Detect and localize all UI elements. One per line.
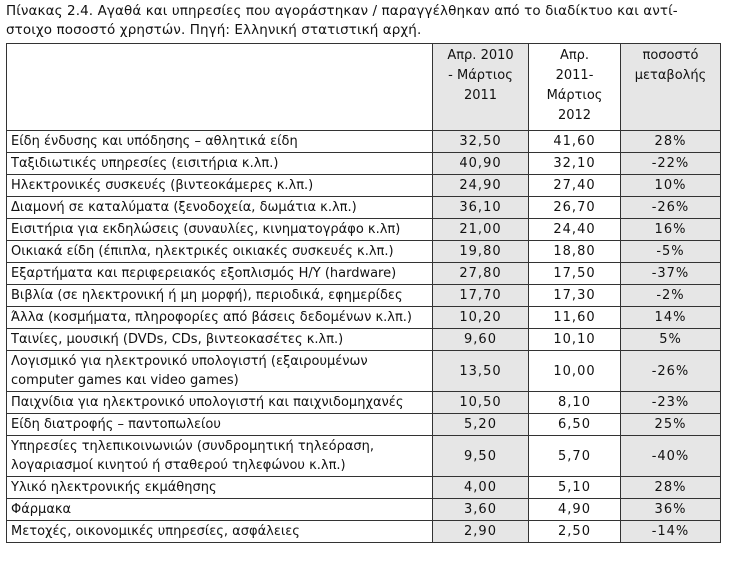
row-label: Φάρμακα (7, 499, 433, 521)
table-row (7, 153, 721, 175)
row-value-2011-2012: 8,10 (529, 392, 621, 414)
header-period-2011-2012 (529, 44, 621, 131)
table-row (7, 263, 721, 285)
row-value-2011-2012: 17,50 (529, 263, 621, 285)
table-row (7, 175, 721, 197)
row-value-2010-2011: 5,20 (433, 414, 529, 436)
table-row (7, 436, 721, 477)
row-label: Διαμονή σε καταλύματα (ξενοδοχεία, δωμάτια κ.λπ.) (7, 197, 433, 219)
table-row (7, 477, 721, 499)
row-value-2011-2012: 5,10 (529, 477, 621, 499)
table-header-row (7, 44, 721, 131)
header-period1-line2: - Μάρτιος (448, 68, 513, 83)
row-change-percent: -14% (621, 521, 721, 543)
row-label: Υπηρεσίες τηλεπικοινωνιών (συνδρομητική τηλεόραση, λογαριασμοί κινητού ή σταθερού τηλεφώνου κ.λπ.) (7, 436, 433, 477)
row-value-2010-2011: 36,10 (433, 197, 529, 219)
row-label: Οικιακά είδη (έπιπλα, ηλεκτρικές οικιακές συσκευές κ.λπ.) (7, 241, 433, 263)
row-label: Ταξιδιωτικές υπηρεσίες (εισιτήρια κ.λπ.) (7, 153, 433, 175)
header-change-line1: ποσοστό (642, 48, 699, 63)
row-label: Παιχνίδια για ηλεκτρονικό υπολογιστή και παιχνιδομηχανές (7, 392, 433, 414)
header-period2-line4: 2012 (557, 108, 592, 123)
table-body (7, 131, 721, 543)
row-change-percent: 10% (621, 175, 721, 197)
row-value-2010-2011: 9,60 (433, 329, 529, 351)
row-value-2010-2011: 17,70 (433, 285, 529, 307)
table-row (7, 392, 721, 414)
row-change-percent: 36% (621, 499, 721, 521)
header-change-line2: μεταβολής (634, 68, 707, 83)
header-period2-line3: Μάρτιος (546, 88, 603, 103)
row-change-percent: -2% (621, 285, 721, 307)
row-change-percent: 25% (621, 414, 721, 436)
header-label (7, 44, 433, 131)
table-row (7, 499, 721, 521)
row-change-percent: -22% (621, 153, 721, 175)
table-row (7, 241, 721, 263)
row-value-2010-2011: 10,50 (433, 392, 529, 414)
row-change-percent: 28% (621, 131, 721, 153)
table-row (7, 285, 721, 307)
row-label: Βιβλία (σε ηλεκτρονική ή μη μορφή), περιοδικά, εφημερίδες (7, 285, 433, 307)
row-label: Μετοχές, οικονομικές υπηρεσίες, ασφάλειες (7, 521, 433, 543)
row-change-percent: 16% (621, 219, 721, 241)
header-period1-line3: 2011 (463, 88, 498, 103)
table-row (7, 414, 721, 436)
table-row (7, 307, 721, 329)
table-row (7, 351, 721, 392)
row-value-2010-2011: 19,80 (433, 241, 529, 263)
row-value-2011-2012: 32,10 (529, 153, 621, 175)
row-value-2011-2012: 11,60 (529, 307, 621, 329)
row-value-2010-2011: 4,00 (433, 477, 529, 499)
row-value-2010-2011: 21,00 (433, 219, 529, 241)
row-label: Άλλα (κοσμήματα, πληροφορίες από βάσεις δεδομένων κ.λπ.) (7, 307, 433, 329)
header-period2-line2: 2011- (555, 68, 594, 83)
row-change-percent: -26% (621, 351, 721, 392)
row-label: Είδη διατροφής – παντοπωλείου (7, 414, 433, 436)
table-row (7, 197, 721, 219)
table-row (7, 521, 721, 543)
row-value-2011-2012: 2,50 (529, 521, 621, 543)
row-label: Ηλεκτρονικές συσκευές (βιντεοκάμερες κ.λπ.) (7, 175, 433, 197)
row-value-2010-2011: 32,50 (433, 131, 529, 153)
row-value-2011-2012: 26,70 (529, 197, 621, 219)
row-value-2011-2012: 4,90 (529, 499, 621, 521)
header-period-2010-2011 (433, 44, 529, 131)
row-value-2011-2012: 17,30 (529, 285, 621, 307)
table-row (7, 219, 721, 241)
row-change-percent: 28% (621, 477, 721, 499)
row-value-2010-2011: 3,60 (433, 499, 529, 521)
row-value-2011-2012: 18,80 (529, 241, 621, 263)
row-value-2010-2011: 13,50 (433, 351, 529, 392)
row-value-2011-2012: 27,40 (529, 175, 621, 197)
row-label: Είδη ένδυσης και υπόδησης – αθλητικά είδη (7, 131, 433, 153)
row-value-2011-2012: 10,10 (529, 329, 621, 351)
row-label: Ταινίες, μουσική (DVDs, CDs, βιντεοκασέτες κ.λπ.) (7, 329, 433, 351)
row-change-percent: 5% (621, 329, 721, 351)
row-value-2011-2012: 41,60 (529, 131, 621, 153)
row-change-percent: -5% (621, 241, 721, 263)
row-value-2011-2012: 10,00 (529, 351, 621, 392)
row-change-percent: -40% (621, 436, 721, 477)
row-value-2011-2012: 5,70 (529, 436, 621, 477)
row-label: Εξαρτήματα και περιφερειακός εξοπλισμός Η/Υ (hardware) (7, 263, 433, 285)
caption-line-1: Πίνακας 2.4. Αγαθά και υπηρεσίες που αγοράστηκαν / παραγγέλθηκαν από το διαδίκτυο και αντί- (6, 3, 678, 19)
header-change (621, 44, 721, 131)
row-value-2010-2011: 27,80 (433, 263, 529, 285)
table-row (7, 131, 721, 153)
header-period2-line1: Απρ. (559, 48, 590, 63)
table-row (7, 329, 721, 351)
data-table (6, 43, 721, 543)
row-value-2010-2011: 10,20 (433, 307, 529, 329)
row-value-2010-2011: 2,90 (433, 521, 529, 543)
row-change-percent: -26% (621, 197, 721, 219)
table-caption (6, 2, 722, 40)
row-value-2011-2012: 6,50 (529, 414, 621, 436)
row-label: Λογισμικό για ηλεκτρονικό υπολογιστή (εξαιρουμένων computer games και video games) (7, 351, 433, 392)
row-change-percent: -23% (621, 392, 721, 414)
row-value-2010-2011: 9,50 (433, 436, 529, 477)
row-change-percent: 14% (621, 307, 721, 329)
header-period1-line1: Απρ. 2010 (447, 48, 514, 63)
row-label: Εισιτήρια για εκδηλώσεις (συναυλίες, κινηματογράφο κ.λπ) (7, 219, 433, 241)
row-label: Υλικό ηλεκτρονικής εκμάθησης (7, 477, 433, 499)
row-value-2010-2011: 40,90 (433, 153, 529, 175)
row-value-2010-2011: 24,90 (433, 175, 529, 197)
row-change-percent: -37% (621, 263, 721, 285)
caption-line-2: στοιχο ποσοστό χρηστών. Πηγή: Ελληνική στατιστική αρχή. (6, 22, 422, 38)
row-value-2011-2012: 24,40 (529, 219, 621, 241)
